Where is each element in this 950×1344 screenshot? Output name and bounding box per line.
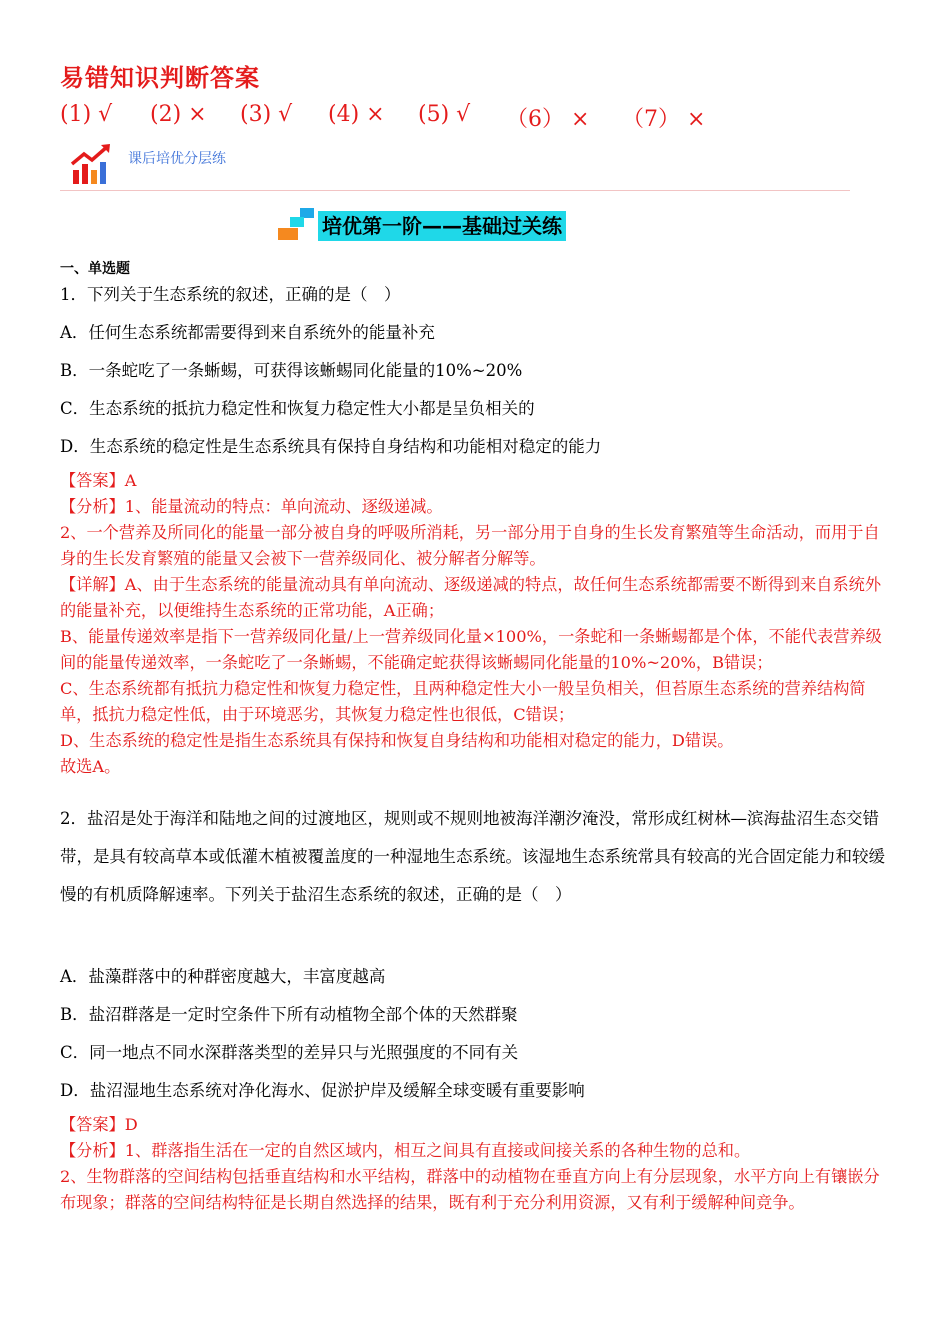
detail-line: 【详解】A、由于生态系统的能量流动具有单向流动、逐级递减的特点，故任何生态系统都需要不断得到来自系统外的能量补充，以便维持生态系统的正常功能，A正确； [60,575,882,620]
analysis-line: 2、一个营养及所同化的能量一部分被自身的呼吸所消耗，另一部分用于自身的生长发育繁殖等生命活动，而用于自身的生长发育繁殖的能量又会被下一营养级同化、被分解者分解等。 [60,523,880,568]
question-stem: 1．下列关于生态系统的叙述，正确的是（ ） [60,285,401,304]
steps-icon [276,208,316,244]
answer-item: (3) √ [240,102,293,127]
answer-item: (1) √ [60,102,113,127]
detail-line: C、生态系统都有抵抗力稳定性和恢复力稳定性，且两种稳定性大小一般呈负相关，但苔原生态系统的营养结构简单，抵抗力稳定性低，由于环境恶劣，其恢复力稳定性也很低，C错误； [60,679,866,724]
divider [60,190,850,191]
answer-item: (2) × [150,102,207,127]
answer-line: 【答案】A [60,471,137,490]
answers-title: 易错知识判断答案 [60,64,260,92]
option-a: A．盐藻群落中的种群密度越大，丰富度越高 [60,967,386,986]
detail-line: D、生态系统的稳定性是指生态系统具有保持和恢复自身结构和功能相对稳定的能力，D错误。 [60,731,734,750]
answer-item: (4) × [328,102,385,127]
option-b: B．盐沼群落是一定时空条件下所有动植物全部个体的天然群聚 [60,1005,518,1024]
option-a: A．任何生态系统都需要得到来自系统外的能量补充 [60,323,435,342]
stage-header [276,206,616,246]
answer-explanation [60,468,895,780]
question-stem: 2．盐沼是处于海洋和陆地之间的过渡地区，规则或不规则地被海洋潮汐淹没，常形成红树林—滨海盐沼生态交错带，是具有较高草本或低灌木植被覆盖度的一种湿地生态系统。该湿地生态系统常具有较高的光合固定能力和较缓慢的有机质降解速率。下列关于盐沼生态系统的叙述，正确的是（ ） [60,809,885,904]
analysis-line: 【分析】1、群落指生活在一定的自然区域内，相互之间具有直接或间接关系的各种生物的总和。 [60,1141,751,1160]
answer-line: 【答案】D [60,1115,138,1134]
section-banner [70,140,850,192]
option-c: C．同一地点不同水深群落类型的差异只与光照强度的不同有关 [60,1043,519,1062]
option-b: B．一条蛇吃了一条蜥蜴，可获得该蜥蜴同化能量的10%~20% [60,361,523,380]
conclusion-line: 故选A。 [60,757,121,776]
answer-list [60,102,760,136]
detail-line: B、能量传递效率是指下一营养级同化量/上一营养级同化量×100%，一条蛇和一条蜥蜴都是个体，不能代表营养级间的能量传递效率，一条蛇吃了一条蜥蜴，不能确定蛇获得该蜥蜴同化能量的10%~20%，B错误； [60,627,882,672]
answer-item: (5) √ [418,102,471,127]
banner-label: 课后培优分层练 [128,151,226,167]
stage-title: 培优第一阶——基础过关练 [318,211,566,241]
growth-chart-icon [70,140,116,188]
answer-item: （7） × [622,107,706,132]
analysis-line: 2、生物群落的空间结构包括垂直结构和水平结构，群落中的动植物在垂直方向上有分层现象，水平方向上有镶嵌分布现象；群落的空间结构特征是长期自然选择的结果，既有利于充分利用资源，又有利于缓解种间竞争。 [60,1167,880,1212]
answer-explanation [60,1112,895,1216]
section-title: 一、单选题 [60,261,130,277]
option-d: D．盐沼湿地生态系统对净化海水、促淤护岸及缓解全球变暖有重要影响 [60,1081,585,1100]
analysis-line: 【分析】1、能量流动的特点：单向流动、逐级递减。 [60,497,443,516]
option-c: C．生态系统的抵抗力稳定性和恢复力稳定性大小都是呈负相关的 [60,399,535,418]
answer-item: （6） × [506,107,590,132]
option-d: D．生态系统的稳定性是生态系统具有保持自身结构和功能相对稳定的能力 [60,437,602,456]
